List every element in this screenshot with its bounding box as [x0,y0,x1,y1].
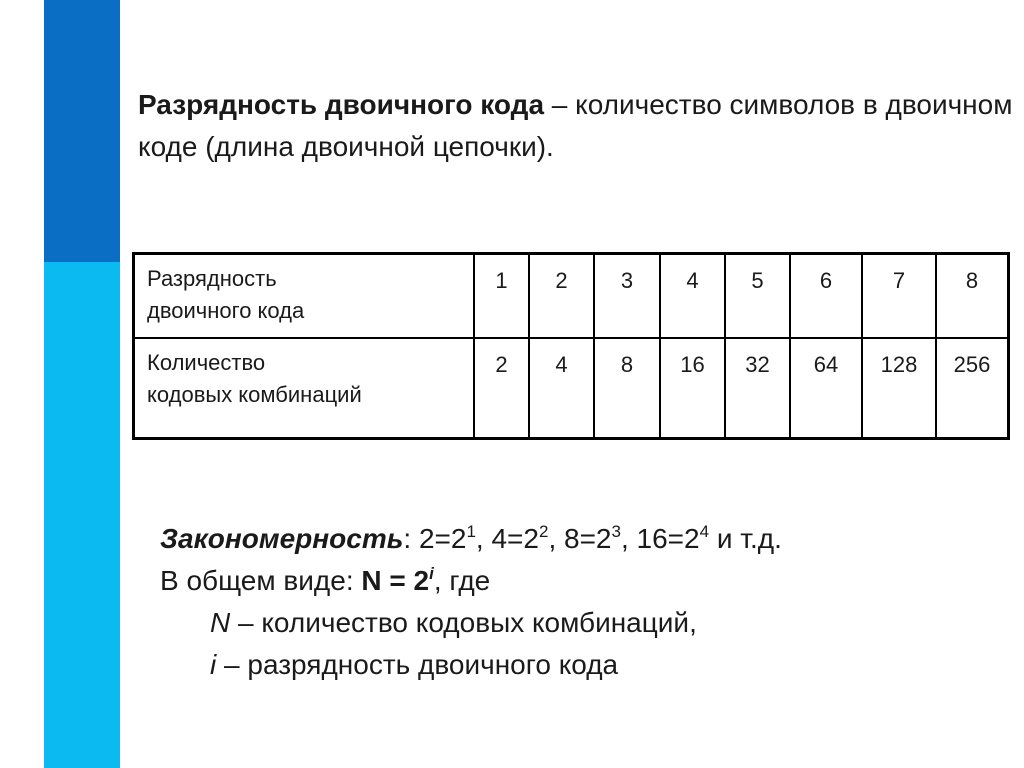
definition-text: – количество символов в двоичном коде (длина двоичной цепочки). [138,89,1013,162]
table-cell: 5 [725,254,790,339]
pattern-block [160,518,1000,686]
i-variable: i [210,649,217,680]
pattern-label: Закономерность [160,523,404,554]
table-cell: 8 [594,338,660,439]
table-cell: 1 [474,254,529,339]
table-cell: 32 [725,338,790,439]
table-row-combinations [134,338,1009,439]
power-example: $8=2^3$, [564,522,637,554]
bit-depth-table [132,252,1010,440]
definition-paragraph [138,84,1018,168]
table-cell: 7 [862,254,936,339]
power-example: $16=2^4$ и т.д. [636,522,782,554]
row-header-combinations: Количество кодовых комбинаций [134,338,475,439]
general-formula-line: В общем виде: $N = 2^i$, где [160,564,491,596]
n-variable: N [210,607,231,638]
table-cell: 6 [790,254,862,339]
table-cell: 16 [660,338,725,439]
accent-band-dark [44,0,120,262]
row-header-bit-depth: Разрядность двоичного кода [134,254,475,339]
table-cell: 4 [660,254,725,339]
n-definition-line: N – количество кодовых комбинаций, [210,607,697,638]
pattern-line: Закономерность: $2=2^1$, $4=2^2$, $8=2^3$, $16=2^4$ и т.д. [160,522,782,554]
table-cell: 8 [936,254,1009,339]
table-cell: 3 [594,254,660,339]
formula: $N = 2^i$ [361,564,434,596]
power-example: $2=2^1$, [418,522,492,554]
i-definition-line: i – разрядность двоичного кода [210,649,619,680]
table-row-bit-depth [134,254,1009,339]
power-example: $4=2^2$, [491,522,564,554]
table-cell: 4 [529,338,594,439]
definition-term: Разрядность двоичного кода [138,89,545,120]
table-cell: 128 [862,338,936,439]
table-cell: 256 [936,338,1009,439]
table-cell: 64 [790,338,862,439]
table-cell: 2 [529,254,594,339]
accent-band-light [44,262,120,768]
table-cell: 2 [474,338,529,439]
